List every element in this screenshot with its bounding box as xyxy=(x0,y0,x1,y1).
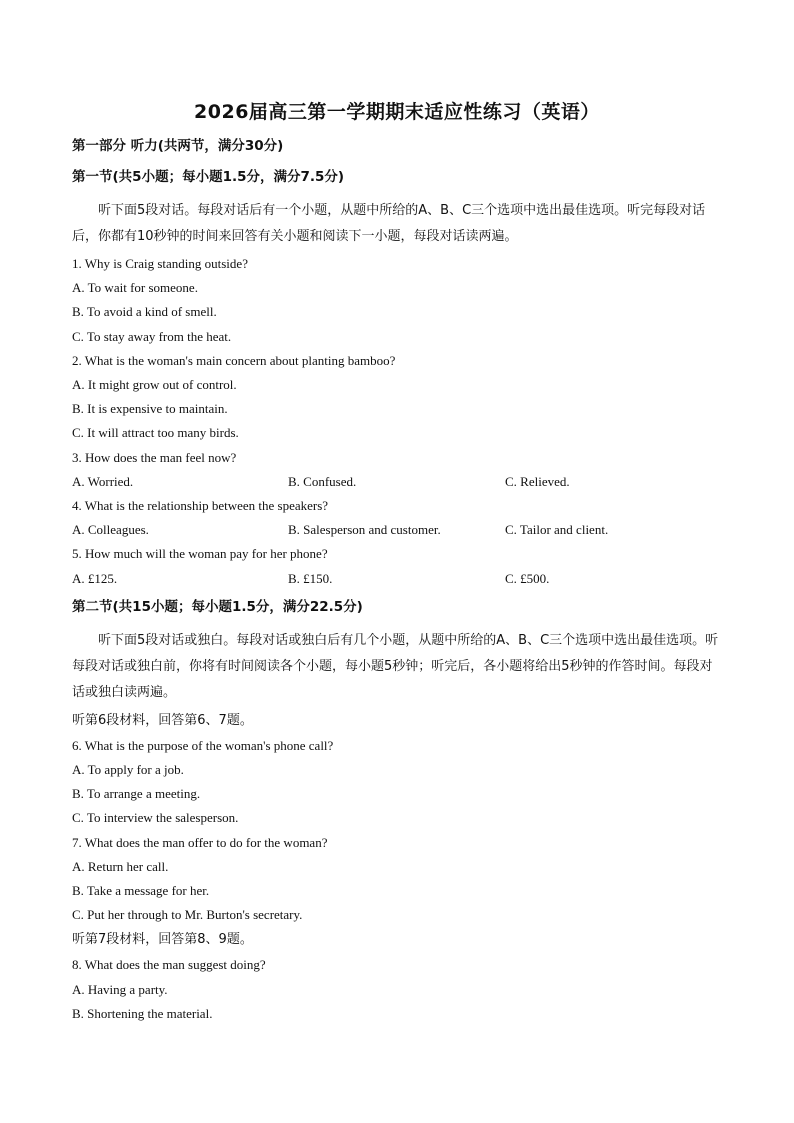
q5-option-b: B. £150. xyxy=(288,570,333,586)
q1-option-b: B. To avoid a kind of smell. xyxy=(72,304,217,320)
q7-option-a: A. Return her call. xyxy=(72,858,169,874)
q3-option-a: A. Worried. xyxy=(72,473,134,489)
q4-option-c: C. Tailor and client. xyxy=(505,522,609,538)
q2-option-c: C. It will attract too many birds. xyxy=(72,425,239,441)
part1-heading: 第一部分 听力(共两节，满分30分) xyxy=(72,138,284,154)
section1-heading: 第一节(共5小题；每小题1.5分，满分7.5分) xyxy=(72,169,345,185)
q3-option-b: B. Confused. xyxy=(288,473,357,489)
material-7-label: 听第7段材料，回答第8、9题。 xyxy=(72,932,253,948)
q7-option-c: C. Put her through to Mr. Burton's secretary. xyxy=(72,907,303,923)
q7-option-b: B. Take a message for her. xyxy=(72,883,210,899)
question-8: 8. What does the man suggest doing? xyxy=(72,957,266,973)
q2-option-a: A. It might grow out of control. xyxy=(72,377,237,393)
section1-instructions: 听下面5段对话。每段对话后有一个小题，从题中所给的A、B、C三个选项中选出最佳选项。听完每段对话后，你都有10秒钟的时间来回答有关小题和阅读下一小题，每段对话读两遍。 xyxy=(72,203,706,244)
q3-option-c: C. Relieved. xyxy=(505,473,570,489)
question-1: 1. Why is Craig standing outside? xyxy=(72,256,248,271)
section2-instructions: 听下面5段对话或独白。每段对话或独白后有几个小题，从题中所给的A、B、C三个选项中选出最佳选项。听每段对话或独白前，你将有时间阅读各个小题，每小题5秒钟；听完后，各小题将给出5秒钟的作答时间。每段对话或独白读两遍。 xyxy=(72,632,719,700)
question-6: 6. What is the purpose of the woman's phone call? xyxy=(72,737,334,753)
q6-option-c: C. To interview the salesperson. xyxy=(72,810,239,826)
q4-option-a: A. Colleagues. xyxy=(72,522,149,538)
section2-heading: 第二节(共15小题；每小题1.5分，满分22.5分) xyxy=(72,598,363,615)
q8-option-a: A. Having a party. xyxy=(72,981,168,997)
q1-option-a: A. To wait for someone. xyxy=(72,280,198,296)
q5-option-c: C. £500. xyxy=(505,570,550,586)
q3-options xyxy=(72,470,722,494)
q8-option-b: B. Shortening the material. xyxy=(72,1005,213,1021)
question-5: 5. How much will the woman pay for her phone? xyxy=(72,546,328,562)
question-2: 2. What is the woman's main concern about planting bamboo? xyxy=(72,352,396,368)
page-title: 2026届高三第一学期期末适应性练习（英语） xyxy=(194,101,600,123)
material-6-label: 听第6段材料，回答第6、7题。 xyxy=(72,712,253,728)
q4-option-b: B. Salesperson and customer. xyxy=(288,522,441,538)
q6-option-a: A. To apply for a job. xyxy=(72,762,184,778)
q5-option-a: A. £125. xyxy=(72,570,118,586)
question-3: 3. How does the man feel now? xyxy=(72,449,237,465)
question-7: 7. What does the man offer to do for the woman? xyxy=(72,834,328,850)
q1-option-c: C. To stay away from the heat. xyxy=(72,328,232,344)
q6-option-b: B. To arrange a meeting. xyxy=(72,786,201,802)
q2-option-b: B. It is expensive to maintain. xyxy=(72,401,228,417)
q5-options xyxy=(72,567,722,591)
exam-content xyxy=(72,136,722,1026)
question-4: 4. What is the relationship between the speakers? xyxy=(72,498,329,514)
q4-options xyxy=(72,518,722,542)
